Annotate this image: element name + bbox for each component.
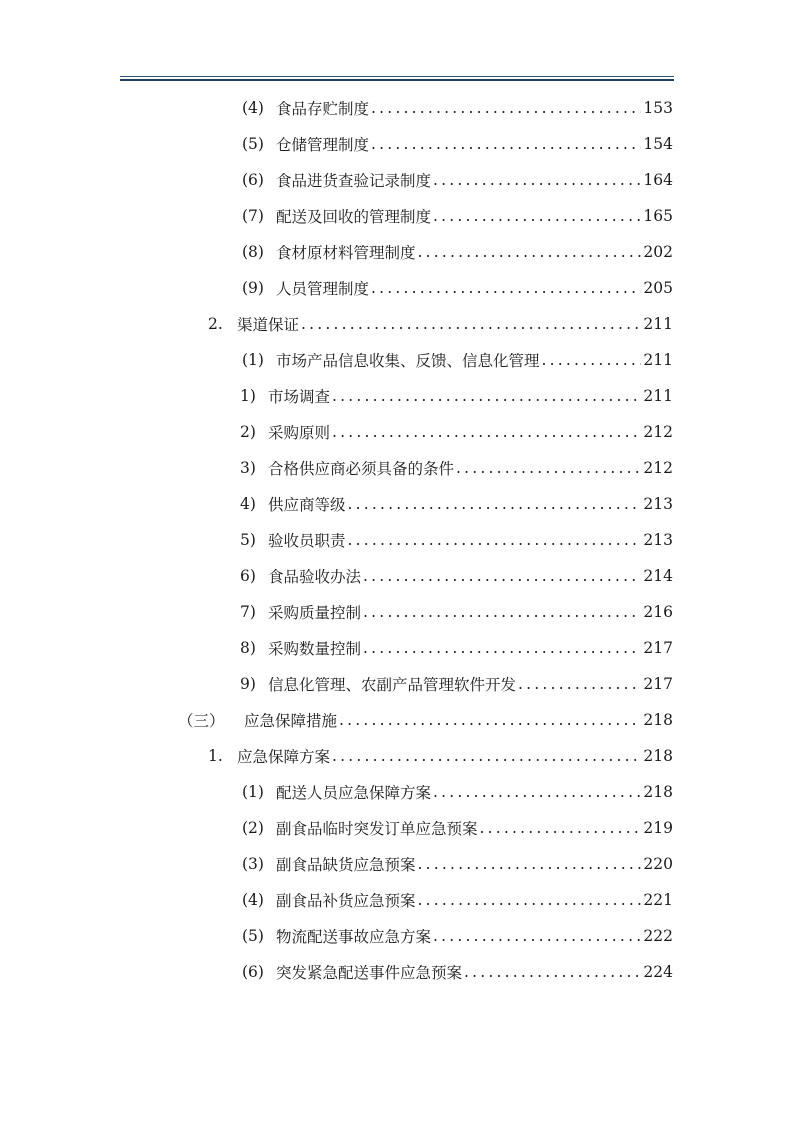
toc-entry-number: (2)	[242, 819, 264, 837]
toc-entry-number: 9)	[240, 675, 256, 693]
toc-entry[interactable]	[242, 168, 673, 192]
toc-entry-title: 供应商等级	[268, 496, 346, 514]
toc-entry-number: (4)	[242, 99, 264, 117]
toc-entry-number: (1)	[242, 351, 264, 369]
toc-entry-page: 211	[643, 387, 673, 405]
toc-entry-title: 物流配送事故应急方案	[276, 928, 432, 946]
toc-leader-dots	[348, 495, 642, 513]
toc-entry-number: (6)	[242, 171, 264, 189]
toc-entry-page: 213	[643, 531, 673, 549]
toc-entry-number: （三）	[178, 712, 225, 730]
toc-entry[interactable]	[178, 708, 673, 732]
toc-entry-title: 渠道保证	[237, 316, 300, 334]
toc-entry[interactable]	[240, 420, 673, 444]
toc-entry-title: 食品存贮制度	[276, 100, 370, 118]
toc-entry[interactable]	[240, 636, 673, 660]
toc-entry[interactable]	[242, 240, 673, 264]
toc-entry-number: 7)	[240, 603, 256, 621]
toc-leader-dots	[433, 927, 641, 945]
toc-entry-number: 6)	[240, 567, 256, 585]
toc-entry[interactable]	[240, 528, 673, 552]
toc-entry-page: 211	[643, 351, 673, 369]
toc-entry-page: 154	[643, 135, 673, 153]
toc-entry-title: 验收员职责	[268, 532, 346, 550]
toc-entry-title: 人员管理制度	[276, 280, 370, 298]
toc-leader-dots	[332, 387, 641, 405]
toc-leader-dots	[518, 675, 641, 693]
toc-entry-page: 221	[643, 891, 673, 909]
toc-entry[interactable]	[242, 276, 673, 300]
toc-leader-dots	[332, 747, 641, 765]
toc-entry[interactable]	[242, 348, 673, 372]
toc-entry-page: 153	[643, 99, 673, 117]
toc-entry-title: 食品进货查验记录制度	[276, 172, 432, 190]
toc-entry-title: 配送人员应急保障方案	[276, 784, 432, 802]
toc-entry[interactable]	[240, 384, 673, 408]
toc-entry-title: 采购数量控制	[268, 640, 362, 658]
toc-entry[interactable]	[242, 888, 673, 912]
toc-leader-dots	[418, 855, 642, 873]
toc-entry-page: 218	[643, 711, 673, 729]
toc-entry-title: 仓储管理制度	[276, 136, 370, 154]
toc-entry-number: 5)	[240, 531, 256, 549]
toc-entry-page: 212	[643, 423, 673, 441]
toc-entry-number: 3)	[240, 459, 256, 477]
toc-entry[interactable]	[242, 924, 673, 948]
toc-entry-page: 214	[643, 567, 673, 585]
toc-entry[interactable]	[242, 816, 673, 840]
toc-entry[interactable]	[242, 780, 673, 804]
toc-entry-page: 211	[643, 315, 673, 333]
toc-leader-dots	[371, 135, 641, 153]
toc-leader-dots	[456, 459, 641, 477]
toc-leader-dots	[363, 639, 641, 657]
toc-entry-number: (5)	[242, 927, 264, 945]
toc-entry-number: 8)	[240, 639, 256, 657]
toc-entry[interactable]	[240, 600, 673, 624]
toc-entry[interactable]	[242, 132, 673, 156]
toc-entry-page: 213	[643, 495, 673, 513]
toc-leader-dots	[371, 279, 641, 297]
toc-entry-number: (6)	[242, 963, 264, 981]
header-rule-thick	[120, 79, 674, 81]
toc-entry-title: 突发紧急配送事件应急预案	[276, 964, 463, 982]
toc-entry-title: 副食品补货应急预案	[276, 892, 416, 910]
toc-entry-title: 市场产品信息收集、反馈、信息化管理	[276, 352, 540, 370]
toc-entry-number: (3)	[242, 855, 264, 873]
toc-entry-page: 222	[643, 927, 673, 945]
toc-entry[interactable]	[242, 204, 673, 228]
toc-entry-title: 食材原材料管理制度	[276, 244, 416, 262]
toc-entry[interactable]	[208, 312, 673, 336]
toc-entry-number: (7)	[242, 207, 264, 225]
toc-entry-page: 220	[643, 855, 673, 873]
toc-leader-dots	[348, 531, 642, 549]
toc-entry-page: 224	[643, 963, 673, 981]
toc-entry-title: 应急保障方案	[237, 748, 331, 766]
toc-leader-dots	[433, 171, 641, 189]
toc-entry-page: 219	[643, 819, 673, 837]
toc-leader-dots	[418, 891, 642, 909]
toc-entry-title: 食品验收办法	[268, 568, 362, 586]
toc-entry[interactable]	[242, 960, 673, 984]
toc-leader-dots	[480, 819, 642, 837]
toc-leader-dots	[363, 567, 641, 585]
toc-leader-dots	[339, 711, 641, 729]
toc-leader-dots	[433, 207, 641, 225]
toc-entry-page: 217	[643, 639, 673, 657]
toc-entry-page: 212	[643, 459, 673, 477]
toc-entry[interactable]	[240, 456, 673, 480]
toc-entry-page: 218	[643, 747, 673, 765]
toc-entry-page: 216	[643, 603, 673, 621]
toc-entry-page: 218	[643, 783, 673, 801]
toc-entry-number: (5)	[242, 135, 264, 153]
toc-entry-title: 副食品缺货应急预案	[276, 856, 416, 874]
toc-entry-title: 合格供应商必须具备的条件	[268, 460, 455, 478]
toc-entry-title: 应急保障措施	[244, 712, 338, 730]
toc-entry-number: 1)	[240, 387, 256, 405]
toc-entry-number: (1)	[242, 783, 264, 801]
toc-leader-dots	[371, 99, 641, 117]
toc-entry[interactable]	[208, 744, 673, 768]
toc-entry-title: 采购原则	[268, 424, 331, 442]
toc-leader-dots	[433, 783, 641, 801]
toc-entry-number: 1.	[208, 747, 223, 765]
toc-entry-page: 205	[643, 279, 673, 297]
toc-entry-number: 2)	[240, 423, 256, 441]
toc-leader-dots	[464, 963, 641, 981]
header-rule-thin	[120, 76, 674, 77]
toc-entry[interactable]	[242, 852, 673, 876]
toc-entry-page: 164	[643, 171, 673, 189]
toc-entry-number: (8)	[242, 243, 264, 261]
toc-entry[interactable]	[240, 492, 673, 516]
toc-leader-dots	[418, 243, 642, 261]
toc-entry-number: 4)	[240, 495, 256, 513]
toc-leader-dots	[363, 603, 641, 621]
toc-leader-dots	[301, 315, 641, 333]
toc-entry[interactable]	[240, 564, 673, 588]
toc-entry-page: 217	[643, 675, 673, 693]
toc-leader-dots	[542, 351, 642, 369]
toc-entry-title: 信息化管理、农副产品管理软件开发	[268, 676, 517, 694]
toc-entry-number: 2.	[208, 315, 223, 333]
toc-entry-page: 202	[643, 243, 673, 261]
toc-entry-page: 165	[643, 207, 673, 225]
toc-entry[interactable]	[240, 672, 673, 696]
toc-entry-title: 采购质量控制	[268, 604, 362, 622]
toc-entry-title: 副食品临时突发订单应急预案	[276, 820, 478, 838]
toc-entry[interactable]	[242, 96, 673, 120]
toc-entry-title: 市场调查	[268, 388, 331, 406]
toc-entry-number: (4)	[242, 891, 264, 909]
toc-entry-title: 配送及回收的管理制度	[276, 208, 432, 226]
toc-entry-number: (9)	[242, 279, 264, 297]
toc-leader-dots	[332, 423, 641, 441]
